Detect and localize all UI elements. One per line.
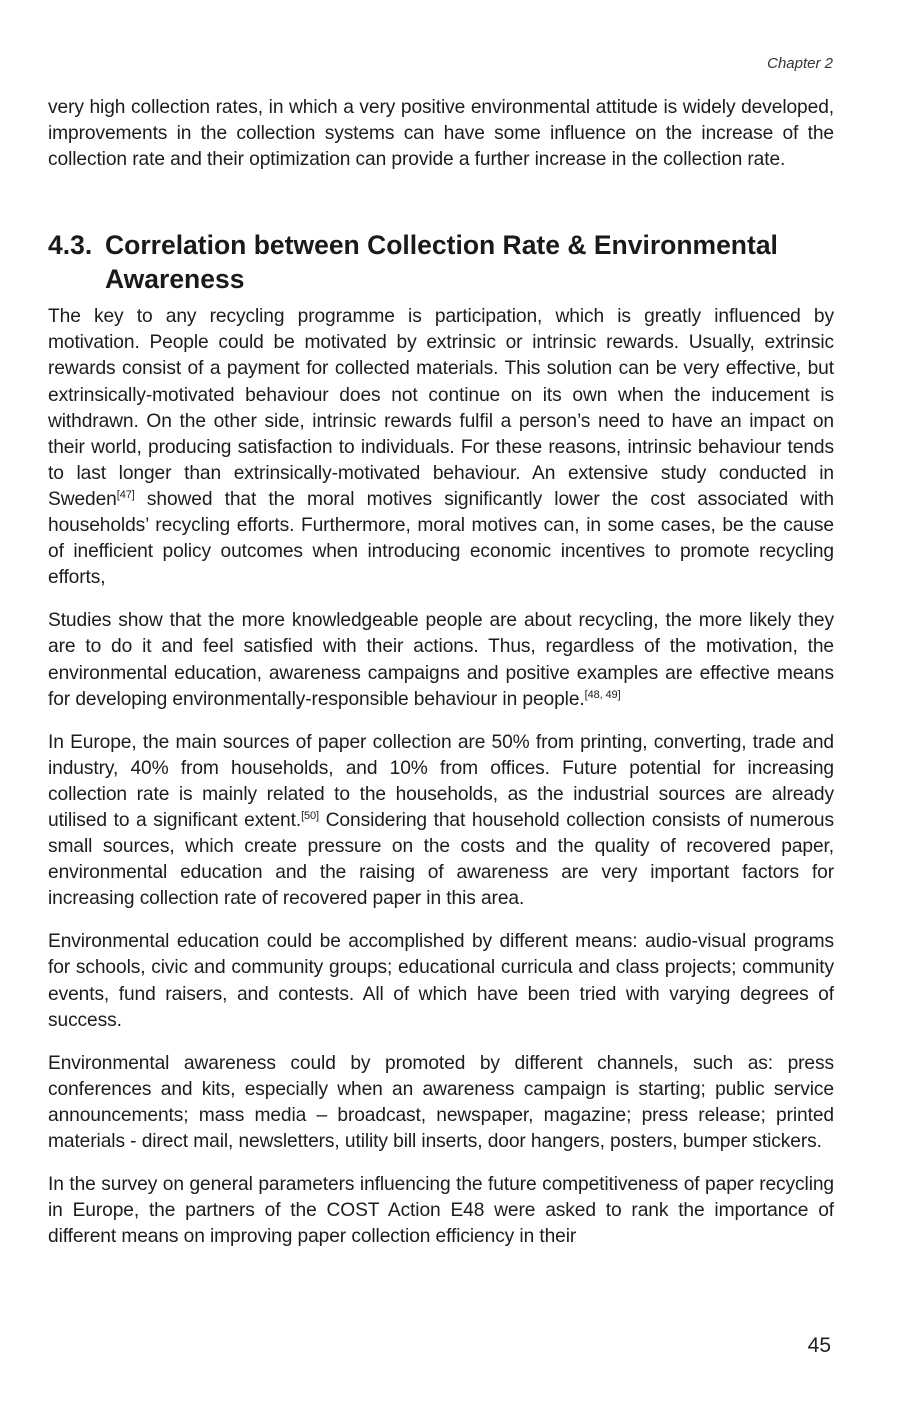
paragraph-europe-sources [48,730,834,913]
paragraph-text: Considering that household collection consists of numerous small sources, which create pressure on the costs and the quality of recovered paper, environmental education and the raising of awareness are very important factors for increasing collection rate of recovered paper in this area. [48,809,834,910]
paragraph-text: Studies show that the more knowledgeable people are about recycling, the more likely they are to do it and feel satisfied with their actions. Thus, regardless of the motivation, the environmental education, awareness campaigns and positive examples are effective means for developing environmentally-responsible behaviour in people. [48,610,834,710]
paragraph-text: In Europe, the main sources of paper collection are 50% from printing, converting, trade and industry, 40% from households, and 10% from offices. Future potential for increasing collection rate is mainly related to the households, as the industrial sources are already utilised to a significant extent. [48,731,834,831]
running-header: Chapter 2 [767,55,833,72]
paragraph-motivation [48,304,834,591]
paragraph-text: The key to any recycling programme is participation, which is greatly influenced by motivation. People could be motivated by extrinsic or intrinsic rewards. Usually, extrinsic rewards consist of a payment for collected materials. This solution can be very effective, but extrinsically-motivated behaviour does not continue on its own when the inducement is withdrawn. On the other side, intrinsic rewards fulfil a person’s need to have an impact on their world, producing satisfaction to individuals. For these reasons, intrinsic behaviour tends to last longer than extrinsically-motivated behaviour. An extensive study conducted in Sweden [48,306,834,510]
section-title: Correlation between Collection Rate & Environmental Awareness [105,230,778,295]
citation-ref: [47] [116,488,135,501]
paragraph-text: showed that the moral motives significantly lower the cost associated with households’ recycling efforts. Furthermore, moral motives can, in some cases, be the cause of inefficient policy outcomes when introducing economic incentives to promote recycling efforts, [48,488,834,589]
page-body [48,95,834,1267]
intro-paragraph: very high collection rates, in which a very positive environmental attitude is widely developed, improvements in the collection systems can have some influence on the increase of the collection rate and their optimization can provide a further increase in the collection rate. [48,97,834,171]
paragraph-awareness: Environmental awareness could by promoted by different channels, such as: press conferences and kits, especially when an awareness campaign is starting; public service announcements; mass media – broadcast, newspaper, magazine; press release; printed materials - direct mail, newsletters, utility bill inserts, door hangers, posters, bumper stickers. [48,1052,834,1152]
paragraph-survey: In the survey on general parameters influencing the future competitiveness of paper recycling in Europe, the partners of the COST Action E48 were asked to rank the importance of different means on improving paper collection efficiency in their [48,1174,834,1248]
citation-ref: [50] [301,809,320,822]
section-number: 4.3. [48,230,93,261]
paragraph-knowledge [48,608,834,712]
page-number: 45 [807,1334,831,1357]
section-heading [48,228,834,296]
citation-ref: [48, 49] [584,688,621,701]
paragraph-education: Environmental education could be accomplished by different means: audio-visual programs for schools, civic and community groups; educational curricula and class projects; community events, fund raisers, and contests. All of which have been tried with varying degrees of success. [48,931,834,1031]
